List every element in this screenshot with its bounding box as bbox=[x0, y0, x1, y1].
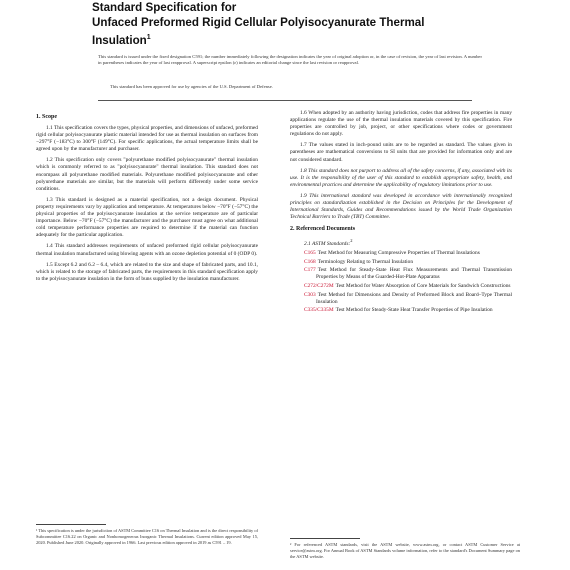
title-block bbox=[92, 0, 492, 48]
reference-item bbox=[290, 283, 512, 290]
reference-link[interactable]: C165 bbox=[304, 250, 316, 257]
para-1-7: 1.7 The values stated in inch-pound units are to be regarded as standard. The values given in parentheses are mathematical conversions to SI units that are provided for information only and are not considered standard. bbox=[290, 142, 512, 163]
footnote-1: ¹ This specification is under the jurisdiction of ASTM Committee C16 on Thermal Insulation and is the direct responsibility of Subcommittee C16.22 on Organic and Nonhomogeneous Inorganic Thermal Insulations. Current edition approved May 15, 2020. Published June 2020. Originally approved in 1966. Last previous edition approved in 2019 as C591 – 19. bbox=[36, 528, 258, 545]
dod-notice: This standard has been approved for use by agencies of the U.S. Department of Defense. bbox=[110, 84, 273, 89]
para-1-6: 1.6 When adopted by an authority having jurisdiction, codes that address fire properties in many applications regulate the use of the thermal insulation materials covered by this specification. Fire properties are controlled by job, project, or other specifications where codes or government regulations do not apply. bbox=[290, 110, 512, 138]
reference-title: Test Method for Measuring Compressive Properties of Thermal Insulations bbox=[317, 250, 480, 257]
para-1-9: 1.9 This international standard was developed in accordance with internationally recognized principles on standardization established in the Decision on Principles for the Development of International Standards, Guides and Recommendations issued by the World Trade Organization Technical Barriers to Trade (TBT) Committee. bbox=[290, 192, 512, 221]
para-1-4: 1.4 This standard addresses requirements of unfaced preformed rigid cellular polyisocyanurate thermal insulation manufactured using blowing agents with an ozone depletion potential of 0 (ODP 0). bbox=[36, 243, 258, 257]
reference-title: Terminology Relating to Thermal Insulation bbox=[317, 258, 414, 265]
left-column bbox=[36, 110, 258, 287]
astm-standards-intro bbox=[290, 237, 512, 248]
reference-title: Test Method for Water Absorption of Core Materials for Sandwich Constructions bbox=[335, 283, 511, 290]
footnote-2: ² For referenced ASTM standards, visit the ASTM website, www.astm.org, or contact ASTM Customer Service at service@astm.org. For Annual Book of ASTM Standards volume information, refer to the standard's Document Summary page on the ASTM website. bbox=[290, 542, 520, 559]
reference-item bbox=[290, 259, 512, 266]
astm-standards-label: 2.1 ASTM Standards: bbox=[304, 241, 351, 248]
designation-notice: This standard is issued under the fixed designation C591; the number immediately following the designation indicates the year of original adoption or, in the case of revision, the year of last revision. A number in parentheses indicates the year of last reapproval. A superscript epsilon (ε) indicates an editorial change since the last revision or reapproval. bbox=[98, 54, 482, 66]
reference-link[interactable]: C272/C272M bbox=[304, 283, 334, 290]
para-1-8: 1.8 This standard does not purport to address all of the safety concerns, if any, associated with its use. It is the responsibility of the user of this standard to establish appropriate safety, health, and environmental practices and determine the applicability of regulatory limitations prior to use. bbox=[290, 167, 512, 188]
title-line-3 bbox=[92, 30, 492, 48]
reference-link[interactable]: C335/C335M bbox=[304, 307, 334, 314]
para-1-3: 1.3 This standard is designed as a material specification, not a design document. Physical property requirements vary by application and temperature. At temperatures below −70°F (−57°C) the physical properties of the polyisocyanurate insulation at the service temperature are of particular importance. Below −70°F (−57°C) the manufacturer and the purchaser must agree on what additional cold temperature performance properties are required to determine if the material can function adequately for the particular application. bbox=[36, 196, 258, 239]
reference-link[interactable]: C177 bbox=[304, 267, 316, 274]
reference-link[interactable]: C303 bbox=[304, 291, 316, 298]
reference-item bbox=[290, 307, 512, 314]
reference-title: Test Method for Steady-State Heat Transfer Properties of Pipe Insulation bbox=[335, 307, 493, 314]
footnote-divider-left bbox=[36, 524, 106, 525]
reference-title: Test Method for Steady-State Heat Flux Measurements and Thermal Transmission Properties by Means of the Guarded-Hot-Plate Apparatus bbox=[316, 267, 512, 281]
reference-item bbox=[290, 267, 512, 281]
reference-item bbox=[290, 292, 512, 306]
scope-heading: 1. Scope bbox=[36, 114, 57, 120]
title-footnote-mark: 1 bbox=[146, 34, 151, 41]
footnote-divider-right bbox=[290, 538, 360, 539]
title-line-2: Unfaced Preformed Rigid Cellular Polyisocyanurate Thermal bbox=[92, 16, 425, 29]
right-column bbox=[290, 110, 512, 316]
astm-standards-footnote-mark: 2 bbox=[350, 238, 353, 244]
reference-link[interactable]: C168 bbox=[304, 258, 316, 265]
title-line-1: Standard Specification for bbox=[92, 1, 237, 14]
referenced-documents-heading: 2. Referenced Documents bbox=[290, 226, 356, 233]
reference-title: Test Method for Dimensions and Density of Preformed Block and Board–Type Thermal Insulation bbox=[316, 291, 512, 305]
header-divider bbox=[98, 100, 472, 101]
reference-item bbox=[290, 250, 512, 257]
para-1-2: 1.2 This specification only covers "polyurethane modified polyisocyanurate" thermal insulation which is commonly referred to as "polyisocyanurate" thermal insulation. This standard does not encompass all polyurethane modified materials. Polyurethane modified polyisocyanurate and other polyurethane materials are similar, but the materials will perform differently under some service conditions. bbox=[36, 157, 258, 192]
para-1-1: 1.1 This specification covers the types, physical properties, and dimensions of unfaced, preformed rigid cellular polyisocyanurate plastic material intended for use as thermal insulation on surfaces from −297°F (−183°C) to 300°F (149°C). For specific applications, the actual temperature limits shall be agreed upon by the manufacturer and purchaser. bbox=[36, 125, 258, 153]
para-1-5: 1.5 Except 6.2 and 6.2 – 6.4, which are related to the size and shape of fabricated parts, and 10.1, which is related to the storage of fabricated parts, the requirements in this standard specification apply to the polyisocyanurate insulation in the form of buns supplied by the insulation manufacturer. bbox=[36, 261, 258, 282]
title-line-3-text: Insulation bbox=[92, 33, 147, 47]
